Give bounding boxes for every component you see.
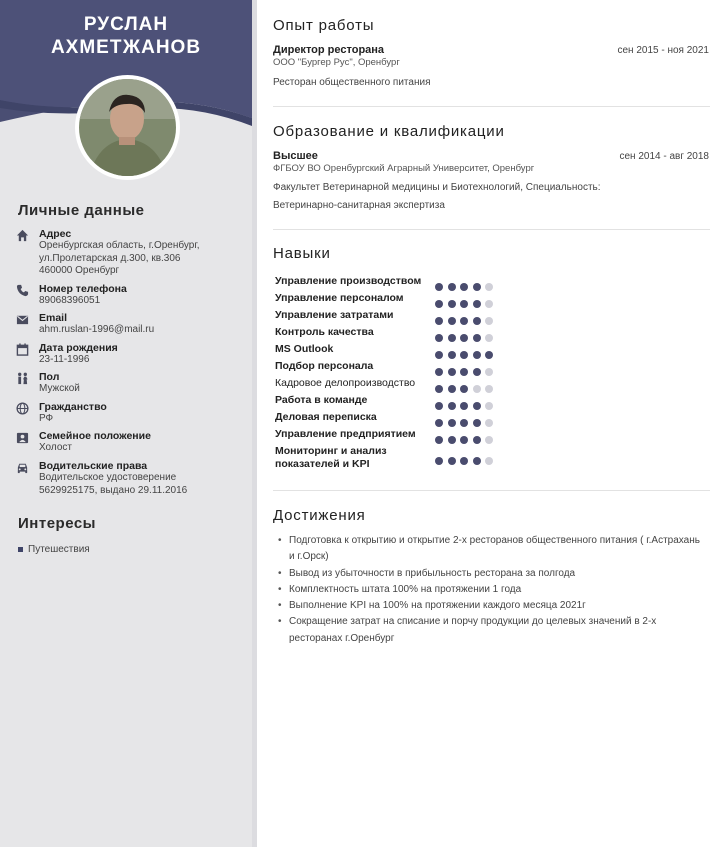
rating-dot [435,436,443,444]
skill-name: Деловая переписка [275,411,377,423]
phone-icon [16,284,29,297]
rating-dot [435,368,443,376]
rating-dot [473,351,481,359]
rating-dot [435,317,443,325]
skill-name: Управление персоналом [275,292,404,304]
rating-dot [460,457,468,465]
skill-rating [435,452,498,470]
last-name: АХМЕТЖАНОВ [50,37,202,58]
marital-label: Семейное положение [39,430,151,442]
phone-value: 89068396051 [39,295,101,306]
rating-dot [473,436,481,444]
rating-dot [473,402,481,410]
rating-dot [448,457,456,465]
education-institution: ФГБОУ ВО Оренбургский Аграрный Университет, Оренбург [273,163,535,174]
skill-name: Управление затратами [275,309,394,321]
skill-name: Кадровое делопроизводство [275,377,416,389]
email-icon [16,313,29,326]
skill-row [275,343,535,360]
rating-dot [473,385,481,393]
gender-value: Мужской [39,383,80,394]
rating-dot [448,334,456,342]
section-divider [273,490,710,491]
rating-dot [435,385,443,393]
education-degree: Высшее [273,150,318,162]
section-divider [273,229,710,230]
email-value: ahm.ruslan-1996@mail.ru [39,324,155,335]
rating-dot [460,351,468,359]
rating-dot [448,419,456,427]
rating-dot [460,317,468,325]
rating-dot [435,419,443,427]
rating-dot [485,351,493,359]
first-name: РУСЛАН [83,14,169,35]
rating-dot [473,300,481,308]
skill-name: Контроль качества [275,326,374,338]
rating-dot [435,300,443,308]
rating-dot [485,419,493,427]
section-divider [273,106,710,107]
skill-name: Мониторинг и анализ показателей и KPI [275,445,387,470]
achievements-list [278,533,703,647]
achievement-item: • Подготовка к открытию и открытие 2-х ресторанов общественного питания ( г.Астрахань и г.Орск) [278,533,703,566]
skill-row [275,292,535,309]
skill-row [275,360,535,377]
rating-dot [473,334,481,342]
address-label: Адрес [39,228,72,240]
achievement-item: • Выполнение KPI на 100% на протяжении каждого месяца 2021г [278,598,703,614]
skill-name: Работа в команде [275,394,368,406]
skill-name: MS Outlook [275,343,334,355]
globe-icon [16,402,29,415]
phone-label: Номер телефона [39,283,127,295]
skill-row [275,445,535,473]
achievement-item: • Комплектность штата 100% на протяжении 1 года [278,582,703,598]
rating-dot [435,334,443,342]
job-description: Ресторан общественного питания [273,77,431,88]
rating-dot [435,402,443,410]
sidebar-edge [252,0,257,847]
rating-dot [460,402,468,410]
job-dates: сен 2015 - ноя 2021 [617,45,709,56]
home-icon [16,229,29,242]
bullet-square-icon [18,547,23,552]
calendar-icon [16,343,29,356]
rating-dot [448,317,456,325]
email-label: Email [39,312,68,324]
rating-dot [448,283,456,291]
skill-name: Управление предприятием [275,428,416,440]
achievement-item: • Сокращение затрат на списание и порчу продукции до целевых значений в 2-х ресторанах г.Оренбург [278,614,703,647]
education-dates: сен 2014 - авг 2018 [619,151,709,162]
rating-dot [448,385,456,393]
rating-dot [460,436,468,444]
skill-row [275,377,535,394]
achievements-title: Достижения [273,507,366,524]
rating-dot [435,283,443,291]
interest-item [18,544,90,555]
rating-dot [460,419,468,427]
rating-dot [485,457,493,465]
skill-name: Управление производством [275,275,422,287]
rating-dot [485,402,493,410]
rating-dot [460,300,468,308]
job-position: Директор ресторана [273,44,385,56]
skill-row [275,275,535,292]
family-icon [16,431,29,444]
rating-dot [473,419,481,427]
rating-dot [460,283,468,291]
rating-dot [448,351,456,359]
car-icon [16,461,29,474]
birthdate-label: Дата рождения [39,342,118,354]
rating-dot [485,283,493,291]
skill-row [275,309,535,326]
skill-row [275,326,535,343]
interests-title: Интересы [18,515,96,532]
interest-label: Путешествия [28,544,90,555]
gender-icon [16,372,29,385]
address-value: Оренбургская область, г.Оренбург, ул.Пролетарская д.300, кв.306 460000 Оренбург [39,240,200,276]
rating-dot [485,385,493,393]
education-title: Образование и квалификации [273,123,505,140]
rating-dot [460,334,468,342]
education-description: Факультет Ветеринарной медицины и Биотехнологий, Специальность: Ветеринарно-санитарная экспертиза [273,182,601,211]
rating-dot [485,436,493,444]
skills-title: Навыки [273,245,331,262]
rating-dot [473,457,481,465]
skill-row [275,428,535,445]
rating-dot [473,317,481,325]
rating-dot [435,457,443,465]
license-value: Водительское удостоверение 5629925175, выдано 29.11.2016 [39,472,188,496]
skill-row [275,411,535,428]
rating-dot [473,368,481,376]
avatar-photo [79,79,176,176]
license-label: Водительские права [39,460,148,472]
skill-row [275,394,535,411]
rating-dot [473,283,481,291]
rating-dot [448,368,456,376]
citizenship-value: РФ [39,413,54,424]
gender-label: Пол [39,371,60,383]
rating-dot [485,368,493,376]
job-company: ООО "Бургер Рус", Оренбург [273,57,400,68]
achievement-item: • Вывод из убыточности в прибыльность ресторана за полгода [278,566,703,582]
rating-dot [448,436,456,444]
avatar [75,75,180,180]
skill-name: Подбор персонала [275,360,374,372]
birthdate-value: 23-11-1996 [39,354,90,365]
rating-dot [448,402,456,410]
rating-dot [460,368,468,376]
citizenship-label: Гражданство [39,401,107,413]
experience-title: Опыт работы [273,17,375,34]
marital-value: Холост [39,442,72,453]
rating-dot [485,300,493,308]
rating-dot [435,351,443,359]
rating-dot [485,334,493,342]
rating-dot [448,300,456,308]
skills-list [275,275,535,473]
rating-dot [485,317,493,325]
rating-dot [460,385,468,393]
personal-data-title: Личные данные [18,202,145,219]
